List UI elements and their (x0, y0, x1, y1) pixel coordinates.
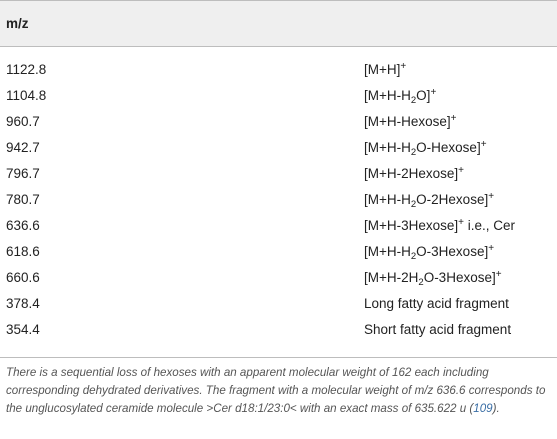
ion-text-part: O] (416, 88, 431, 103)
ion-text-part: [M+H-2Hexose] (364, 166, 459, 181)
mz-value: 942.7 (6, 140, 40, 155)
table-row (0, 83, 557, 109)
ion-text-part: [M+H] (364, 62, 401, 77)
table-row (0, 135, 557, 161)
ion-assignment (364, 109, 457, 135)
ion-text-part: Long fatty acid fragment (364, 296, 509, 311)
ion-text-part: [M+H-Hexose] (364, 114, 451, 129)
ion-text-part: [M+H-2H (364, 270, 419, 285)
ion-text-part: O-2Hexose] (416, 192, 489, 207)
table-row (0, 291, 557, 317)
ion-text-part: + (488, 243, 495, 254)
table-header (0, 0, 557, 47)
ion-text-part: + (488, 191, 495, 202)
ion-text-part: + (458, 217, 465, 228)
footnote-text-end: ). (492, 402, 500, 415)
ion-text-part: 2 (410, 199, 417, 210)
table-row (0, 239, 557, 265)
ion-assignment (364, 187, 494, 213)
mz-value: 780.7 (6, 192, 40, 207)
ion-text-part: [M+H-H (364, 244, 411, 259)
table-row (0, 57, 557, 83)
ion-text-part: [M+H-H (364, 140, 411, 155)
ion-text-part: + (430, 87, 437, 98)
ion-assignment (364, 265, 502, 291)
ion-text-part: [M+H-H (364, 88, 411, 103)
mz-value: 960.7 (6, 114, 40, 129)
table-row (0, 317, 557, 343)
ion-text-part: Short fatty acid fragment (364, 322, 512, 337)
ion-text-part: + (480, 139, 487, 150)
ion-assignment (364, 317, 511, 343)
mz-value: 618.6 (6, 244, 40, 259)
ion-text-part: + (400, 61, 407, 72)
table-row (0, 187, 557, 213)
ion-assignment (364, 161, 464, 187)
ion-text-part: + (458, 165, 465, 176)
ion-assignment (364, 83, 436, 109)
mz-value: 378.4 (6, 296, 40, 311)
ion-assignment (364, 57, 406, 83)
ion-text-part: O-3Hexose] (416, 244, 489, 259)
ion-text-part: + (495, 269, 502, 280)
table-footnote (6, 364, 554, 418)
ion-text-part: O-3Hexose] (423, 270, 496, 285)
mz-value: 796.7 (6, 166, 40, 181)
mz-value: 1104.8 (6, 88, 47, 103)
ion-text-part: i.e., Cer (464, 218, 516, 233)
ion-text-part: 2 (410, 95, 417, 106)
mz-value: 636.6 (6, 218, 40, 233)
footnote-reference-link[interactable]: 109 (473, 402, 493, 415)
table-bottom-rule (0, 357, 557, 358)
mz-value: 1122.8 (6, 62, 47, 77)
ion-text-part: + (450, 113, 457, 124)
mz-value: 354.4 (6, 322, 40, 337)
table-row (0, 161, 557, 187)
ion-text-part: 2 (418, 277, 424, 288)
ion-assignment (364, 291, 509, 317)
table-row (0, 109, 557, 135)
ion-assignment (364, 213, 515, 239)
ion-text-part: 2 (410, 147, 417, 158)
ion-text-part: [M+H-H (364, 192, 411, 207)
table-row (0, 265, 557, 291)
ion-text-part: [M+H-3Hexose] (364, 218, 459, 233)
ion-assignment (364, 135, 487, 161)
ion-text-part: O-Hexose] (416, 140, 481, 155)
table-body (0, 47, 557, 343)
mz-value: 660.6 (6, 270, 40, 285)
footnote-text: There is a sequential loss of hexoses with an apparent molecular weight of 162 each including corresponding dehydrated derivatives. The fragment with a molecular weight of m/z 636.6 corresponds to the unglucosylated ceramide molecule >Cer d18:1/23:0< with an exact mass of 635.622 u ( (6, 366, 546, 415)
ion-assignment (364, 239, 494, 265)
ion-text-part: 2 (410, 251, 417, 262)
table-row (0, 213, 557, 239)
header-mz: m/z (6, 16, 29, 31)
